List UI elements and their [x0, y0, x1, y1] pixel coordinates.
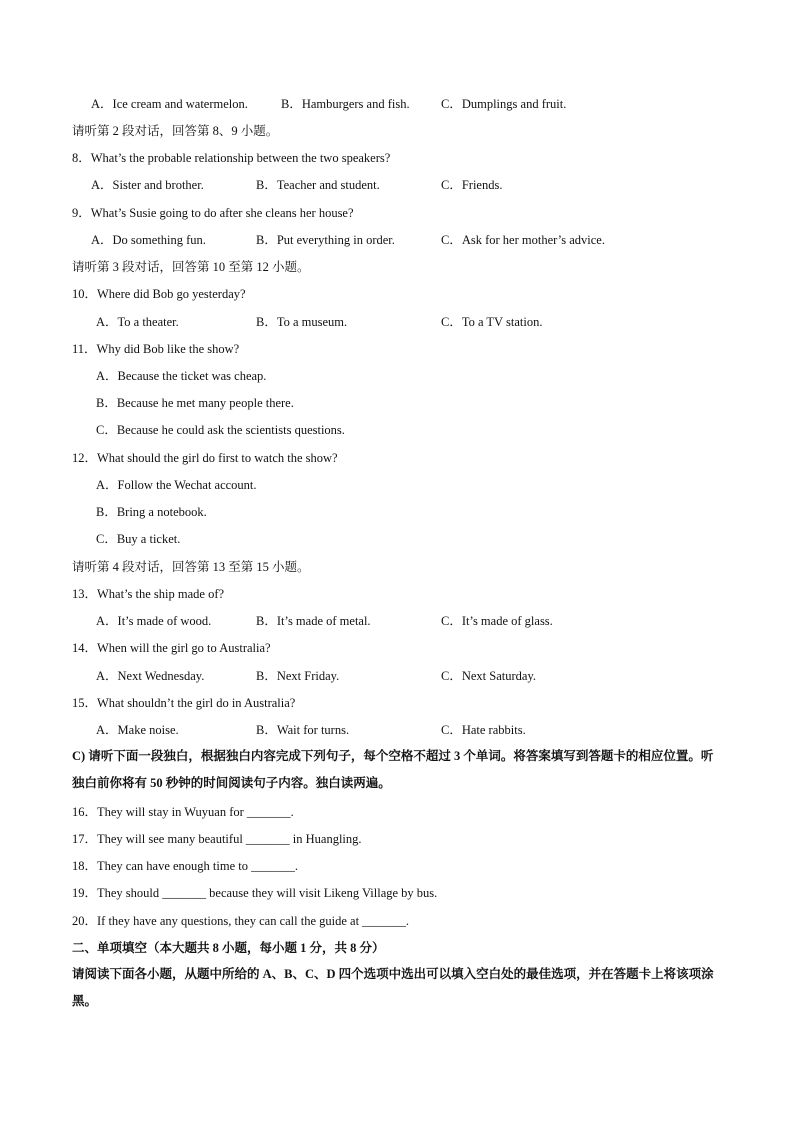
q10-stem: 10．Where did Bob go yesterday?	[72, 287, 246, 301]
q11-option-c: C．Because he could ask the scientists questions.	[96, 423, 345, 437]
q8-option-a: A．Sister and brother.	[91, 178, 204, 192]
q7-option-c: C．Dumplings and fruit.	[441, 97, 567, 111]
fill-17: 17．They will see many beautiful _______ in Huangling.	[72, 832, 362, 846]
fill-19: 19．They should _______ because they will visit Likeng Village by bus.	[72, 886, 438, 900]
q15-stem: 15．What shouldn’t the girl do in Australia?	[72, 696, 296, 710]
q9-option-b: B．Put everything in order.	[256, 233, 395, 247]
q10-option-a: A．To a theater.	[96, 315, 179, 329]
q15-option-b: B．Wait for turns.	[256, 723, 350, 737]
q7-option-a: A．Ice cream and watermelon.	[91, 97, 248, 111]
q11-option-b: B．Because he met many people there.	[96, 396, 294, 410]
part-2-instruction: 请阅读下面各小题，从题中所给的 A、B、C、D 四个选项中选出可以填入空白处的最佳选项，并在答题卡上将该项涂黑。	[72, 967, 714, 1008]
section-3-instruction: 请听第 3 段对话，回答第 10 至第 12 小题。	[72, 260, 310, 274]
q14-option-a: A．Next Wednesday.	[96, 669, 205, 683]
q8-option-c: C．Friends.	[441, 178, 503, 192]
q7-option-b: B．Hamburgers and fish.	[281, 97, 410, 111]
fill-20: 20．If they have any questions, they can call the guide at _______.	[72, 914, 410, 928]
q13-option-a: A．It’s made of wood.	[96, 614, 212, 628]
q14-option-b: B．Next Friday.	[256, 669, 340, 683]
q10-option-b: B．To a museum.	[256, 315, 348, 329]
q10-option-c: C．To a TV station.	[441, 315, 543, 329]
fill-18: 18．They can have enough time to _______.	[72, 859, 298, 873]
q14-option-c: C．Next Saturday.	[441, 669, 537, 683]
q13-option-b: B．It’s made of metal.	[256, 614, 371, 628]
q14-stem: 14．When will the girl go to Australia?	[72, 641, 271, 655]
q9-option-c: C．Ask for her mother’s advice.	[441, 233, 605, 247]
q12-option-c: C．Buy a ticket.	[96, 532, 181, 546]
q12-option-b: B．Bring a notebook.	[96, 505, 207, 519]
q11-stem: 11．Why did Bob like the show?	[72, 342, 240, 356]
part-2-title: 二、单项填空（本大题共 8 小题，每小题 1 分，共 8 分）	[72, 941, 385, 955]
q8-stem: 8．What’s the probable relationship between the two speakers?	[72, 151, 391, 165]
q15-option-c: C．Hate rabbits.	[441, 723, 526, 737]
q9-stem: 9．What’s Susie going to do after she cleans her house?	[72, 206, 354, 220]
q8-option-b: B．Teacher and student.	[256, 178, 380, 192]
q15-option-a: A．Make noise.	[96, 723, 179, 737]
section-2-instruction: 请听第 2 段对话，回答第 8、9 小题。	[72, 124, 279, 138]
q12-option-a: A．Follow the Wechat account.	[96, 478, 257, 492]
part-c-instruction: C) 请听下面一段独白，根据独白内容完成下列句子，每个空格不超过 3 个单词。将答案填写到答题卡的相应位置。听独白前你将有 50 秒钟的时间阅读句子内容。独白读两遍。	[72, 749, 714, 790]
q13-stem: 13．What’s the ship made of?	[72, 587, 225, 601]
q11-option-a: A．Because the ticket was cheap.	[96, 369, 267, 383]
q12-stem: 12．What should the girl do first to watch the show?	[72, 451, 338, 465]
section-4-instruction: 请听第 4 段对话，回答第 13 至第 15 小题。	[72, 560, 310, 574]
q9-option-a: A．Do something fun.	[91, 233, 206, 247]
q13-option-c: C．It’s made of glass.	[441, 614, 553, 628]
fill-16: 16．They will stay in Wuyuan for _______.	[72, 805, 294, 819]
